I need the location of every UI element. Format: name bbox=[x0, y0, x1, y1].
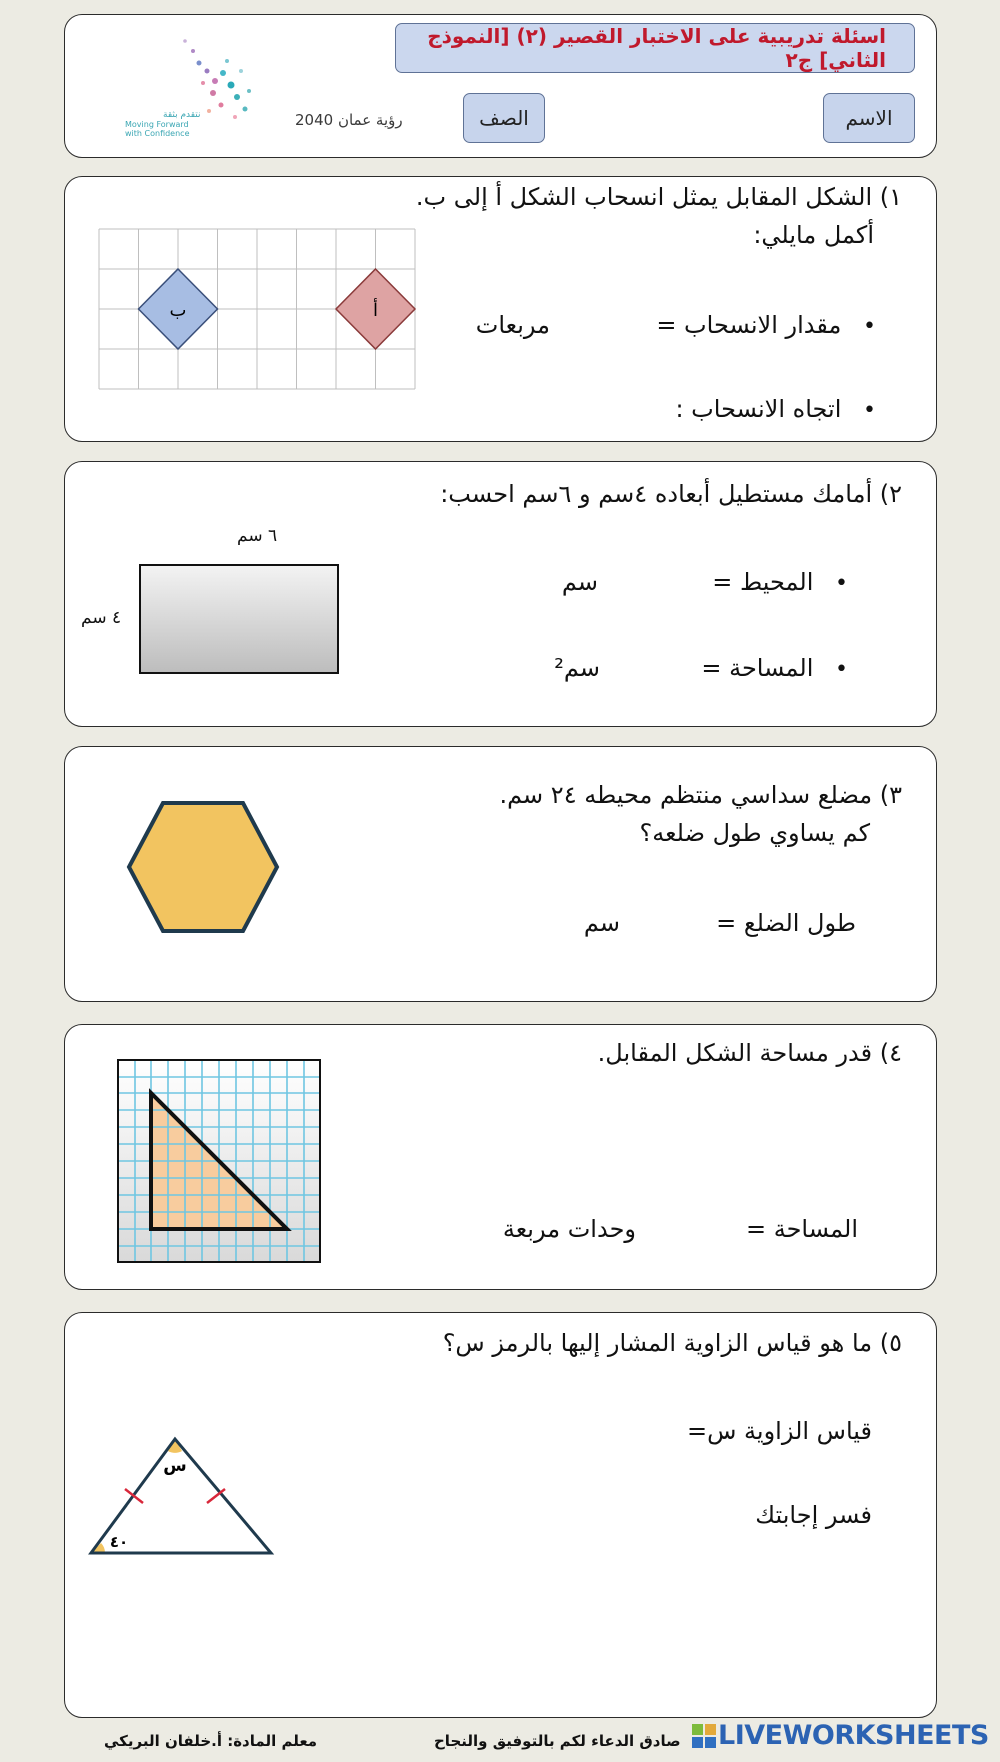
translation-grid bbox=[99, 229, 417, 393]
liveworksheets-logo bbox=[692, 1720, 989, 1751]
given-angle-label: ٤٠ bbox=[109, 1533, 129, 1551]
question-1-instruction: أكمل مايلي: bbox=[753, 221, 874, 249]
rectangle-height-label: ٤ سم bbox=[81, 608, 122, 628]
shape-b-label: ب bbox=[169, 300, 187, 321]
q4-area-label: المساحة = bbox=[745, 1215, 858, 1243]
isosceles-triangle-figure bbox=[87, 1423, 297, 1563]
question-2-card bbox=[64, 461, 937, 727]
question-4-card bbox=[64, 1024, 937, 1290]
question-3-text: ٣) مضلع سداسي منتظم محيطه ٢٤ سم. bbox=[499, 781, 902, 809]
class-label: الصف bbox=[463, 93, 545, 143]
question-5-text: ٥) ما هو قياس الزاوية المشار إليها بالرمز س؟ bbox=[442, 1329, 902, 1357]
question-3-subquestion: كم يساوي طول ضلعه؟ bbox=[639, 819, 870, 847]
liveworksheets-icon bbox=[692, 1724, 716, 1748]
question-1-text: ١) الشكل المقابل يمثل انسحاب الشكل أ إلى ب. bbox=[415, 183, 902, 211]
hexagon-shape bbox=[125, 799, 285, 939]
side-length-label: طول الضلع = bbox=[716, 909, 856, 937]
perimeter-label: • المحيط = bbox=[712, 568, 848, 596]
explain-label: فسر إجابتك bbox=[755, 1501, 872, 1529]
question-2-text: ٢) أمامك مستطيل أبعاده ٤سم و ٦سم احسب: bbox=[440, 480, 902, 508]
logo-swirl-icon bbox=[183, 39, 251, 119]
header-card bbox=[64, 14, 937, 158]
logo-text: رؤية عمان 2040 bbox=[295, 111, 403, 129]
footer-wishes: صادق الدعاء لكم بالتوفيق والنجاح bbox=[434, 1732, 681, 1750]
question-1-card bbox=[64, 176, 937, 442]
perimeter-unit: سم bbox=[561, 568, 598, 596]
svg-text:with Confidence: with Confidence bbox=[125, 129, 190, 138]
svg-text:نتقدم بثقة: نتقدم بثقة bbox=[163, 110, 201, 120]
liveworksheets-brand: LIVEWORKSHEETS bbox=[718, 1720, 989, 1751]
svg-text:Moving Forward: Moving Forward bbox=[125, 120, 189, 129]
translation-direction-label: • اتجاه الانسحاب : bbox=[675, 395, 876, 423]
angle-measure-label: قياس الزاوية س= bbox=[686, 1417, 872, 1445]
area-label: • المساحة = bbox=[701, 654, 848, 682]
angle-x-symbol: س bbox=[163, 1456, 187, 1476]
side-length-unit: سم bbox=[583, 909, 620, 937]
question-4-text: ٤) قدر مساحة الشكل المقابل. bbox=[597, 1039, 902, 1067]
teacher-name: معلم المادة: أ.خلفان البريكي bbox=[104, 1732, 318, 1750]
worksheet-title: اسئلة تدريبية على الاختبار القصير (٢) [النموذج الثاني] ج٢ bbox=[395, 23, 915, 73]
rectangle-width-label: ٦ سم bbox=[237, 526, 278, 546]
area-unit: سم² bbox=[554, 654, 600, 682]
translation-amount-label: • مقدار الانسحاب = bbox=[656, 311, 876, 339]
translation-amount-unit: مربعات bbox=[475, 311, 550, 339]
name-label: الاسم bbox=[823, 93, 915, 143]
question-5-card bbox=[64, 1312, 937, 1718]
shape-a-label: أ bbox=[372, 300, 379, 321]
rectangle-shape bbox=[139, 564, 339, 674]
oman-vision-logo bbox=[95, 21, 403, 149]
triangle-grid-figure bbox=[117, 1059, 323, 1265]
question-3-card bbox=[64, 746, 937, 1002]
q4-area-unit: وحدات مربعة bbox=[502, 1215, 636, 1243]
